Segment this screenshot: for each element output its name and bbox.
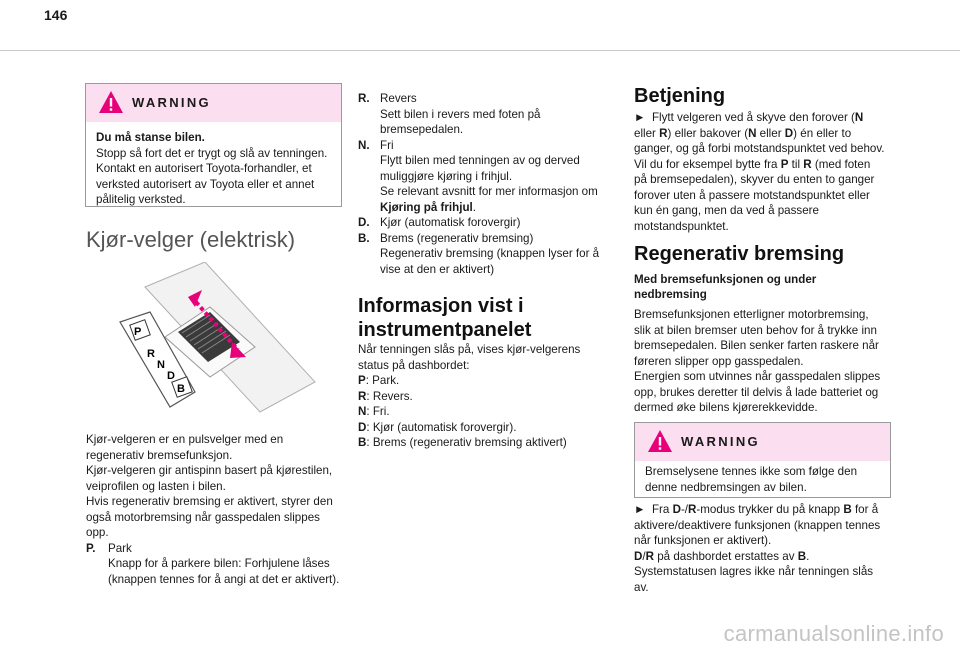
item-n: [358, 138, 606, 216]
status-text: : Kjør (automatisk forovergir).: [366, 420, 517, 434]
item-ref: [380, 184, 606, 215]
item-title: Revers: [380, 92, 417, 105]
status-key: R: [358, 389, 367, 403]
item-title: Fri: [380, 138, 394, 152]
ref-end: .: [472, 200, 476, 214]
warning-box-1: [85, 83, 342, 207]
page-number: 146: [44, 7, 68, 23]
col2-status: [358, 342, 598, 451]
status-key: B: [358, 436, 367, 449]
bullet-arrow: ►: [634, 503, 646, 516]
item-title: Kjør (automatisk forovergir): [380, 216, 521, 229]
final-text: ► Fra D-/R-modus trykker du på knapp B for å aktivere/deaktivere funksjonen (knappen tennes når funksjonen er aktivert). D/R på dashbordet erstattes av B. Systemstatusen lagres ikke når tenningen slås av.: [634, 502, 886, 595]
regen-paragraph: Energien som utvinnes når gasspedalen slippes opp, brukes deretter til delvis å lade batteriet og dermed øke bilens kjørerekkevidde.: [634, 370, 881, 414]
watermark-text: carmanualsonline.info: [723, 620, 944, 646]
item-title: Brems (regenerativ bremsing): [380, 231, 534, 245]
betjening-text: ► Flytt velgeren ved å skyve den forover (N eller R) eller bakover (N eller D) én eller to ganger, og gå forbi motstandspunktet ved behov. Vil du for eksempel bytte fra P til R (med foten på bremsepedalen), skyver du enten to ganger forover uten å passere motstandspunktet eller kun én gang, men da ved å passere motstandspunktet.: [634, 111, 885, 233]
warning-box-2: [634, 422, 891, 498]
selector-letter-d: D: [167, 370, 175, 382]
item-desc: Flytt bilen med tenningen av og derved muliggjøre kjøring i frihjul.: [380, 154, 580, 183]
status-row: [358, 389, 598, 405]
item-p: [86, 541, 344, 588]
regen-paragraph: Bremsefunksjonen etterligner motorbremsing, slik at bilen bremser uten behov for å trykke inn bremsepedalen. Bilen senker farten raskere når føreren slipper opp gasspedalen.: [634, 308, 879, 368]
item-key: N.: [358, 138, 370, 152]
status-intro: Når tenningen slås på, vises kjør-velgerens status på dashbordet:: [358, 343, 581, 372]
section-heading-informasjon: Informasjon vist i instrumentpanelet: [358, 295, 532, 341]
final-note: Systemstatusen lagres ikke når tenningen slås av.: [634, 565, 874, 594]
warning-header: [635, 423, 890, 461]
status-text: : Brems (regenerativ bremsing aktivert): [366, 436, 567, 449]
warning-text: Stopp så fort det er trygt og slå av tenningen. Kontakt en autorisert Toyota-forhandler, et verksted autorisert av Toyota eller et annet pålitelig verksted.: [96, 146, 328, 206]
item-key: D.: [358, 216, 370, 229]
status-row: [358, 373, 598, 389]
item-desc: Knapp for å parkere bilen: Forhjulene låses (knappen tennes for å angi at det er aktivert).: [108, 557, 340, 586]
item-key: P.: [86, 541, 96, 555]
ref-bold: Kjøring på frihjul: [380, 200, 473, 214]
subheading-bremsefunksjon: Med bremsefunksjonen og under nedbremsing: [634, 273, 817, 301]
warning-header: [86, 84, 341, 122]
status-key: N: [358, 405, 367, 418]
item-desc: Sett bilen i revers med foten på bremsepedalen.: [380, 107, 541, 136]
selector-letter-n: N: [157, 359, 165, 371]
intro-line: Kjør-velgeren er en pulsvelger med en regenerativ bremsefunksjon.: [86, 433, 284, 462]
status-row: [358, 435, 598, 451]
item-b: [358, 231, 606, 278]
bullet-arrow: ►: [634, 111, 646, 124]
regen-text: [634, 307, 886, 416]
status-key: D: [358, 420, 367, 434]
status-row: [358, 404, 598, 420]
col2-items: [358, 91, 606, 277]
section-heading-regenerativ: Regenerativ bremsing: [634, 243, 845, 265]
status-text: : Fri.: [366, 405, 390, 418]
status-text: : Park.: [365, 374, 400, 387]
item-desc: Regenerativ bremsing (knappen lyser for å vise at den er aktivert): [380, 247, 600, 276]
status-text: : Revers.: [366, 389, 413, 403]
header-rule: [0, 50, 960, 51]
gear-selector-illustration: [110, 262, 320, 417]
status-key: P: [358, 374, 366, 387]
status-row: [358, 420, 598, 436]
item-d: [358, 215, 606, 231]
section-heading-betjening: Betjening: [634, 85, 726, 107]
selector-letter-r: R: [147, 348, 155, 360]
item-title: Park: [108, 541, 132, 555]
item-key: B.: [358, 231, 370, 245]
warning-triangle-icon: [98, 90, 124, 114]
col1-intro: [86, 432, 344, 587]
ref-text: Se relevant avsnitt for mer informasjon om: [380, 185, 598, 198]
item-r: [358, 91, 606, 138]
intro-line: Kjør-velgeren gir antispinn basert på kjørestilen, veiprofilen og lasten i bilen.: [86, 464, 333, 493]
item-key: R.: [358, 92, 370, 105]
warning-triangle-icon: [647, 429, 673, 453]
warning-text: Bremselysene tennes ikke som følge den denne nedbremsingen av bilen.: [645, 465, 858, 494]
selector-letter-b: B: [177, 383, 185, 395]
warning-bold-line: Du må stanse bilen.: [96, 131, 205, 144]
warning-title: WARNING: [132, 95, 211, 110]
section-heading-kjor-velger: Kjør-velger (elektrisk): [86, 227, 296, 252]
warning-title: WARNING: [681, 434, 760, 449]
selector-letter-p: P: [134, 326, 142, 338]
intro-line: Hvis regenerativ bremsing er aktivert, styrer den også motorbremsing når gasspedalen slippes opp.: [86, 495, 333, 539]
